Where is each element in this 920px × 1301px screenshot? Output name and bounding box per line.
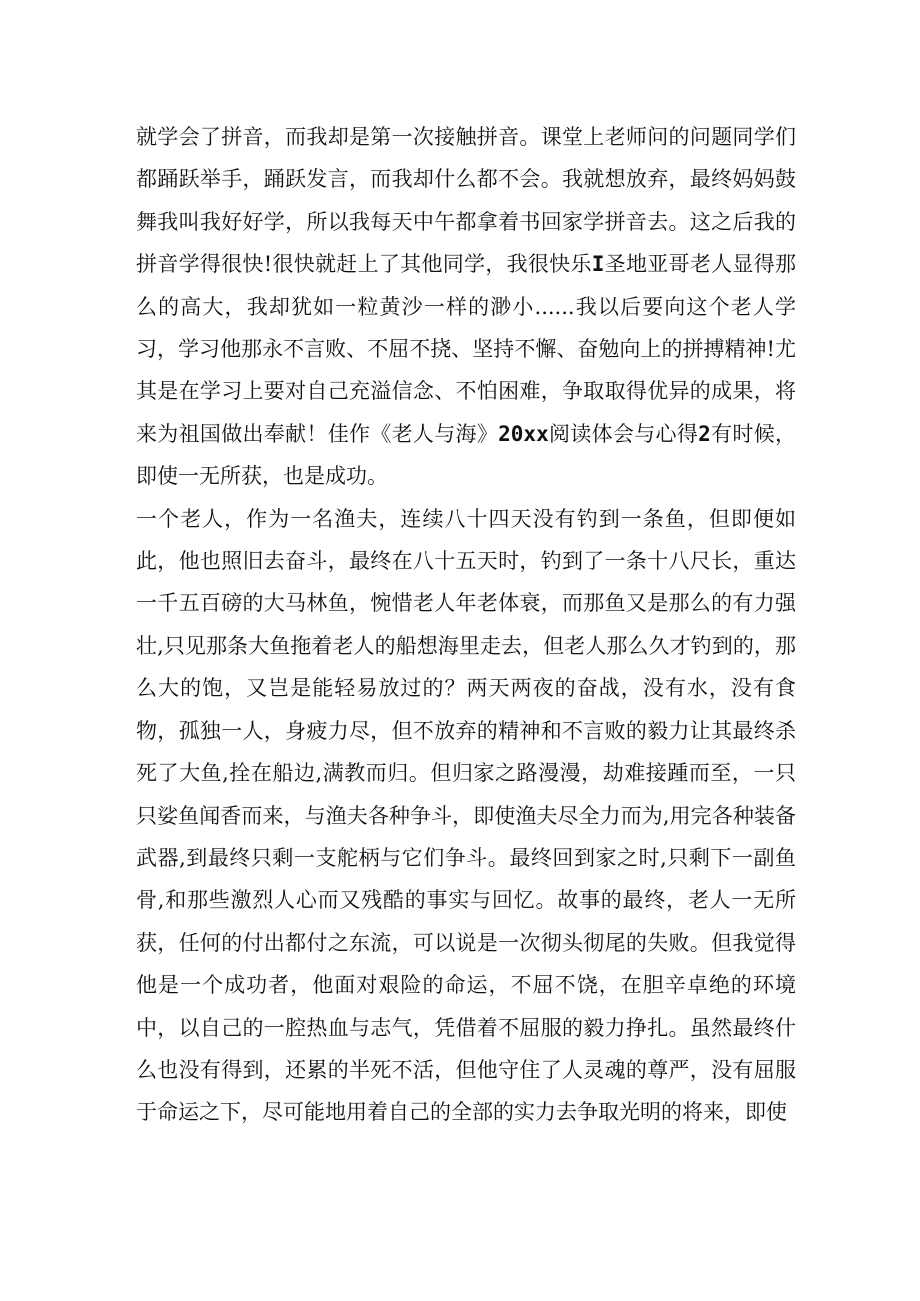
- paragraph-1-segment-5: 阅读体会与心得: [548, 421, 699, 446]
- paragraph-1: [136, 116, 796, 498]
- paragraph-1-bold-number: 2: [698, 421, 711, 446]
- paragraph-1-bold-year: 20xx: [498, 421, 549, 446]
- document-body: [136, 116, 796, 1134]
- paragraph-2-segment-1: 一个老人，作为一名渔夫，连续八十四天没有钓到一条鱼，但即便如此，他也照旧去奋斗，最终在八十五天时，钓到了一条十八尺长，重达一千五百磅的大马林鱼，惋惜老人年老体衰，而那鱼又是那么的有力强壮,只见那条大鱼拖着老人的船想海里走去，但老人那么久才钓到的，那么大的饱，又岂是能轻易放过的？两天两夜的奋战，没有水，没有食物，孤独一人，身疲力尽，但不放弃的精神和不言败的毅力让其最终杀死了大鱼,拴在船边,满教而归。但归家之路漫漫，劫难接踵而至，一只只娑鱼闻香而来，与渔夫各种争斗，即使渔夫尽全力而为,用完各种装备武器,到最终只剩一支舵柄与它们争斗。最终回到家之时,只剩下一副鱼骨,和那些激烈人心而又残酷的事实与回忆。故事的最终，老人一无所获，任何的付出都付之东流，可以说是一次彻头彻尾的失败。但我觉得他是一个成功者，他面对艰险的命运，不屈不饶，在胆辛卓绝的环境中，以自己的一腔热血与志气，凭借着不屈服的毅力挣扎。虽然最终什么也没有得到，还累的半死不活，但他守住了人灵魂的尊严，没有屈服于命运之下，尽可能地用着自己的全部的实力去争取光明的将来，即使: [136, 506, 796, 1125]
- paragraph-1-segment-1: 就学会了拼音，而我却是第一次接触拼音。课堂上老师问的问题同学们都踊跃举手，踊跃发言，而我却什么都不会。我就想放弃，最终妈妈鼓舞我叫我好好学，所以我每天中午都拿着书回家学拼音去。这之后我的拼音学得很快!很快就赶上了其他同学，我很快乐: [136, 125, 796, 277]
- paragraph-1-segment-7: 有时候，即使一无所获，也是成功。: [136, 421, 797, 489]
- paragraph-2: [136, 498, 796, 1134]
- paragraph-1-segment-3: 圣地亚哥老人显得那么的高大，我却犹如一粒黄沙一样的渺小......我以后要向这个老人学习，学习他那永不言败、不屈不挠、坚持不懈、奋勉向上的拼搏精神!尤其是在学习上要对自己充溢信念、不怕困难，争取取得优异的成果，将来为祖国做出奉献！佳作《老人与海》: [136, 252, 797, 446]
- paragraph-1-bold-mark-i: I: [591, 252, 605, 277]
